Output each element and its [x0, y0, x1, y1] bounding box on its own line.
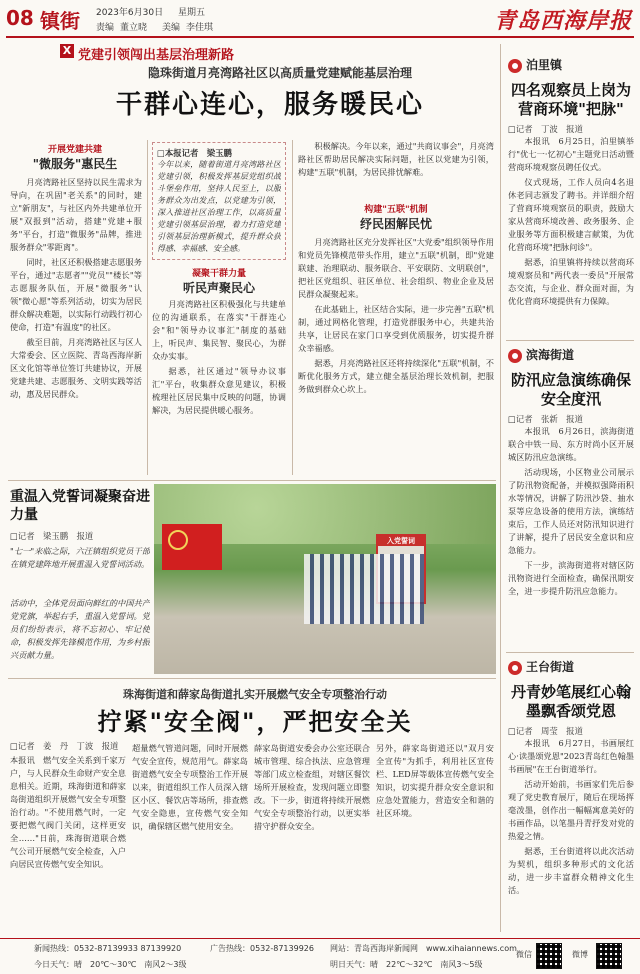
lead-intro-text: 今年以来，随着街道月亮湾路社区党建引领，积极发挥基层党组织战斗堡垒作用，坚持人民至上，以服务群众为出发点，以党建为引领，深入推进社区治理工作，以高质量党建引领基层治理，着力打造党建引领基层治理新模式，提升群众获得感、幸福感、安全感。	[157, 160, 281, 253]
photo-story-body: 活动中，全体党员面向鲜红的中国共产党党旗，举起右手，重温入党誓词。党员们纷纷表示，将不忘初心、牢记使命，积极发挥先锋模范作用，为乡村振兴贡献力量。	[10, 598, 150, 660]
town-name: 泊里镇	[526, 58, 563, 72]
wechat-label: 微信	[516, 950, 532, 959]
side-2-body	[508, 425, 634, 653]
gas-column-1: 本报讯 燃气安全关系到千家万户，与人民群众生命财产安全息息相关。近期，珠海街道和薛家岛街道组织开展燃气安全专项整治行动。"不使用燃气时，一定要把燃气阀门关闭，这样更安全……"日前，珠海街道联合燃气公司开展燃气安全检查，入户向居民宣传燃气安全知识。	[10, 755, 126, 869]
gas-column-2: 超量燃气管道问题，同时开展燃气安全宣传，规范用气。薛家岛街道燃气安全专项整治工作开展以来，街道组织工作人员深入辖区小区、餐饮店等场所，排查燃气安全隐患，宣传燃气安全知识，确保辖区燃气使用安全。	[132, 743, 248, 831]
page-header	[0, 0, 640, 38]
paragraph: 下一步，滨海街道将对辖区防汛物资进行全面检查，确保汛期安全，进一步提升防汛应急能力。	[508, 560, 634, 596]
section-divider	[8, 678, 496, 679]
weibo-qr-icon	[596, 943, 622, 969]
section-2-kicker: 凝聚干群力量	[191, 269, 246, 279]
photo-story-lead: "七一"来临之际，六汪镇组织党员干部在镇党建阵地开展重温入党誓词活动。	[10, 546, 150, 569]
paragraph: 月亮湾路社区积极强化与共建单位的沟通联系，在落实"干群连心会"和"领导办议事汇"制度的基础上，听民声、集民智、聚民心，为群众办实事。	[152, 299, 286, 361]
column-divider	[292, 140, 293, 475]
news-hotline: 新闻热线：0532-87139933 87139920	[34, 944, 182, 953]
section-1-title: "微服务"惠民生	[32, 157, 118, 171]
wechat-qr-icon	[536, 943, 562, 969]
town-tag	[508, 56, 634, 73]
page-footer	[0, 938, 640, 974]
location-pin-icon	[508, 349, 522, 363]
lead-section-3	[298, 202, 494, 232]
photo-story-byline: □记者 梁玉鹏 报道	[10, 531, 94, 541]
paragraph: 据悉，泊里镇将持续以营商环境观察员和"两代表一委员"开展常态交流，与企业、群众面对面，为优化营商环境提供有力保障。	[508, 257, 634, 306]
lead-kicker: 党建引领闯出基层治理新路	[78, 48, 235, 63]
lead-subtitle: 隐珠街道月亮湾路社区以高质量党建赋能基层治理	[147, 66, 412, 80]
weibo-label: 微博	[572, 950, 588, 959]
side-3-body	[508, 737, 634, 933]
brand-logo: 青岛西海岸报	[493, 8, 632, 34]
section-divider	[506, 652, 634, 653]
section-3-title: 纾民困解民忧	[359, 217, 432, 231]
paragraph: 本报讯 6月26日，滨海街道联合中铁一局、东方时尚小区开展城区防汛应急演练。	[508, 426, 634, 462]
side-2-byline: □记者 张新 报道	[508, 414, 583, 424]
photo-story-text	[10, 488, 150, 670]
paragraph: 仪式现场，工作人员向4名退休老同志颁发了聘书。并详细介绍了营商环境观察员的职责，鼓励大家从营商环境改善、政务服务、企业服务等方面积极建言献策，为优化营商环境"把脉问诊"。	[508, 177, 634, 252]
section-divider	[506, 340, 634, 341]
column-divider	[147, 140, 148, 475]
website: 网站：青岛西海岸新闻网 www.xihaiannews.com	[330, 944, 517, 953]
flag-emblem-icon	[168, 530, 188, 550]
side-3-title: 丹青妙笔展红心翰墨飘香颂党恩	[510, 683, 631, 720]
town-name: 王台街道	[526, 660, 575, 674]
paragraph: 在此基础上，社区结合实际，进一步完善"五联"机制，通过网格化管理，打造党群服务中心，共建共治共享，让居民在家门口享受到优质服务，切实提升群众幸福感。	[298, 304, 494, 353]
oath-board-banner: 入党誓词	[378, 536, 424, 546]
lead-section-1	[10, 142, 140, 172]
side-1-byline: □记者 丁波 报道	[508, 124, 583, 134]
photo-story-title: 重温入党誓词凝聚奋进力量	[10, 489, 150, 523]
paragraph: 据悉，王台街道将以此次活动为契机，组织多种形式的文化活动，进一步丰富群众精神文化生活。	[508, 846, 634, 895]
page-number: 08	[6, 6, 34, 30]
side-2-title: 防汛应急演练确保安全度汛	[510, 371, 631, 408]
side-1-title: 四名观察员上岗为营商环境"把脉"	[510, 81, 631, 118]
section-2-title: 听民声聚民心	[182, 281, 255, 295]
section-3-kicker: 构建"五联"机制	[364, 205, 428, 215]
paragraph: 积极解决。今年以来，通过"共商议事会"，月亮湾路社区帮助居民解决实际问题，社区以党建为引领，构建"五联"机制，为居民排忧解难。	[298, 141, 494, 177]
lead-section-2	[152, 266, 286, 296]
paragraph: 活动开始前，书画家们先后参观了党史教育展厅，随后在现场挥毫泼墨，创作出一幅幅寓意美好的书画作品，以笔墨丹青抒发对党的热爱之情。	[508, 779, 634, 841]
gas-title: 拧紧"安全阀"，严把安全关	[97, 708, 413, 736]
issue-weekday: 星期五	[178, 8, 206, 18]
town-tag	[508, 346, 634, 363]
side-story-1	[508, 56, 634, 323]
side-1-body	[508, 135, 634, 323]
weather-tomorrow: 明日天气：晴 22℃～32℃ 南风3～5级	[330, 960, 483, 969]
ad-hotline: 广告热线：0532-87139926	[210, 944, 314, 953]
side-3-byline: □记者 周莹 报道	[508, 726, 583, 736]
gas-byline: □记者 姜 丹 丁波 报道	[10, 741, 119, 751]
paragraph: 本报讯 6月25日，泊里镇举行"优七一·忆初心"主题党日活动暨营商环境观察员聘任仪式。	[508, 136, 634, 172]
designer-name: 李佳琪	[186, 23, 214, 33]
paragraph: 据悉，月亮湾路社区还将持续深化"五联"机制，不断优化服务方式，建立健全基层治理长效机制，把服务做到群众心坎上。	[298, 358, 494, 394]
lead-title: 干群心连心，服务暖民心	[115, 90, 424, 120]
location-pin-icon	[508, 661, 522, 675]
issue-date: 2023年6月30日	[96, 8, 164, 18]
town-name: 滨海街道	[526, 348, 575, 362]
section-name: 镇街	[40, 9, 80, 33]
party-flag	[162, 524, 222, 570]
lead-byline: □本报记者 梁玉鹏	[157, 148, 232, 158]
paragraph: 同时，社区还积极搭建志愿服务平台，通过"志愿者""党员""楼长"等志愿服务队伍，开展"微服务"认领"微心愿"等系列活动，切实为居民群众解决难题，以实际行动践行初心使命，打造"有温度"的社区。	[10, 257, 142, 332]
ceremony-photo	[154, 484, 496, 674]
lead-column-2	[152, 298, 286, 476]
paragraph: 活动现场，小区物业公司展示了防汛物资配备，并模拟强降雨积水等情况，讲解了防汛沙袋、抽水泵等应急设备的使用方法，演练结束后，工作人员还对防汛知识进行了讲解，提升了居民安全意识和应急能力。	[508, 467, 634, 555]
paragraph: 据悉，社区通过"领导办议事汇"平台，收集群众意见建议，积极梳理社区居民集中反映的问题，协调解决，为居民提供暖心服务。	[152, 366, 286, 415]
side-story-2	[508, 346, 634, 653]
x-tag-icon: X	[60, 44, 74, 58]
gas-column-4: 另外，薛家岛街道还以"双月安全宣传"为抓手，利用社区宣传栏、LED屏等载体宣传燃气安全知识，切实提升群众安全意识和应急处置能力，营造安全和谐的社区环境。	[376, 743, 494, 818]
section-1-kicker: 开展党建共建	[47, 145, 102, 155]
party-members-group	[304, 554, 424, 624]
section-divider	[8, 480, 496, 481]
location-pin-icon	[508, 59, 522, 73]
lead-column-3b	[298, 236, 494, 476]
town-tag	[508, 658, 634, 675]
designer-label: 美编	[162, 23, 181, 33]
paragraph: 月亮湾路社区充分发挥社区"大党委"组织领导作用和党员先锋模范带头作用，建立"五联"机制，即"党建联建、治理联动、服务联合、平安联防、文明联创"，把社区党组织、驻区单位、社会组织、物业企业及居民群众凝聚起来。	[298, 237, 494, 299]
lead-column-1	[10, 176, 142, 476]
paragraph: 月亮湾路社区坚持以民生需求为导向，在巩固"老关系"的同时，建立"新朋友"，与社区内外共建单位开展"双报到"活动，搭建"党建+服务"平台，打造"微服务"品牌，推进服务群众"零距离"。	[10, 177, 142, 252]
lead-intro-box	[152, 142, 286, 260]
paragraph: 本报讯 6月27日，书画展红心·读墨颂党恩"2023青岛红色翰墨书画展"在王台街道举行。	[508, 738, 634, 774]
gas-subtitle: 珠海街道和薛家岛街道扎实开展燃气安全专项整治行动	[123, 688, 387, 701]
editor-label: 责编	[96, 23, 115, 33]
main-divider	[500, 44, 501, 932]
header-rule	[6, 36, 634, 38]
editor-name: 董立晓	[120, 23, 148, 33]
gas-column-3: 薛家岛街道安委会办公室还联合城市管理、综合执法、应急管理等部门成立检查组，对辖区餐饮场所开展检查，发现问题立即整改。下一步，街道将持续开展燃气安全专项整治行动，以更实举措守护群众安全。	[254, 743, 370, 831]
weather-today: 今日天气：晴 20℃～30℃ 南风2～3级	[34, 960, 187, 969]
lead-column-3a	[298, 140, 494, 198]
paragraph: 截至目前，月亮湾路社区与区人大常委会、区立医院、青岛西海岸新区文化馆等单位签订共建协议，开展党建共建、志愿服务、文明实践等活动，惠及居民群众。	[10, 337, 142, 399]
side-story-3	[508, 658, 634, 933]
